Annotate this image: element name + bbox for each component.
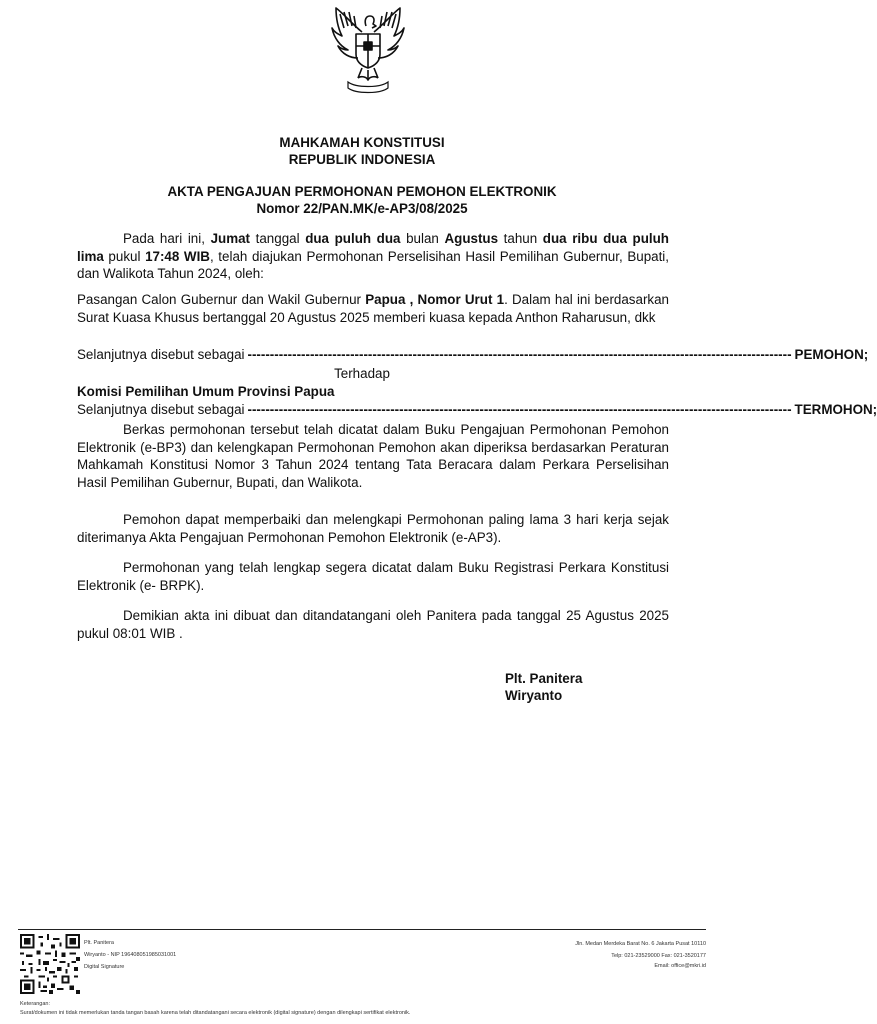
applicant-paragraph: Pasangan Calon Gubernur dan Wakil Gubernur Papua , Nomor Urut 1. Dalam hal ini berdasarkan Surat Kuasa Khusus bertanggal 20 Agustus 2025 memberi kuasa kepada Anthon Raharusun, dkk <box>77 292 669 325</box>
institution-country: REPUBLIK INDONESIA <box>288 152 436 167</box>
signer-meta-type: Digital Signature <box>84 964 125 970</box>
document-title: AKTA PENGAJUAN PERMOHONAN PEMOHON ELEKTRONIK <box>167 184 557 199</box>
dash-leader: -------------------------------------------------------------------------------------------------------------------------- <box>247 347 792 362</box>
footer-note-heading: Keterangan: <box>20 1001 50 1007</box>
closing-paragraph: Demikian akta ini dibuat dan ditandatangani oleh Panitera pada tanggal 25 Agustus 2025 pukul 08:01 WIB . <box>77 608 669 641</box>
institution-name: MAHKAMAH KONSTITUSI <box>279 135 445 150</box>
dash-leader: -------------------------------------------------------------------------------------------------------------------------- <box>247 402 792 417</box>
role-pemohon: PEMOHON; <box>794 347 869 362</box>
footer-note-text: Surat/dokumen ini tidak memerlukan tanda tangan basah karena telah ditandatangani secara elektronik (digital signature) dengan dilengkapi sertifikat elektronik. <box>20 1010 411 1016</box>
against-label: Terhadap <box>334 366 390 381</box>
respondent-designation: Selanjutnya disebut sebagai -------------------------------------------------------------------------------------------------------------------------- TERMOHON; <box>77 402 877 417</box>
applicant-designation: Selanjutnya disebut sebagai -------------------------------------------------------------------------------------------------------------------------- PEMOHON; <box>77 347 869 362</box>
respondent-name: Komisi Pemilihan Umum Provinsi Papua <box>77 384 335 399</box>
signer-role: Plt. Panitera <box>505 671 583 686</box>
signer-meta-role: Plt. Panitera <box>84 940 114 946</box>
document-number: Nomor 22/PAN.MK/e-AP3/08/2025 <box>256 201 468 216</box>
year-words: dua ribu dua puluh lima <box>77 231 669 264</box>
applicant-region: Papua , Nomor Urut 1 <box>365 292 505 307</box>
intro-paragraph: Pada hari ini, Jumat tanggal dua puluh dua bulan Agustus tahun dua ribu dua puluh lima pukul 17:48 WIB, telah diajukan Permohonan Perselisihan Hasil Pemilihan Gubernur, Bupati, dan Walikota Tahun 2024, oleh: <box>77 231 670 281</box>
signer-name: Wiryanto <box>505 688 563 703</box>
permohonan-paragraph: Permohonan yang telah lengkap segera dicatat dalam Buku Registrasi Perkara Konstitusi Elektronik (e- BRPK). <box>77 560 669 593</box>
footer-divider <box>18 929 706 930</box>
role-termohon: TERMOHON; <box>794 402 877 417</box>
berkas-paragraph: Berkas permohonan tersebut telah dicatat dalam Buku Pengajuan Permohonan Pemohon Elektronik (e-BP3) dan kelengkapan Permohonan Pemohon akan diperiksa berdasarkan Peraturan Mahkamah Konstitusi Nomor 3 Tahun 2024 tentang Tata Beracara dalam Perkara Perselisihan Hasil Pemilihan Gubernur, Bupati, dan Walikota. <box>77 422 669 490</box>
office-email: Email: office@mkri.id <box>654 963 706 969</box>
pemohon-paragraph: Pemohon dapat memperbaiki dan melengkapi Permohonan paling lama 3 hari kerja sejak diterimanya Akta Pengajuan Permohonan Pemohon Elektronik (e-AP3). <box>77 512 669 545</box>
office-phone: Telp: 021-23529000 Fax: 021-3520177 <box>611 953 706 959</box>
office-address: Jln. Medan Merdeka Barat No. 6 Jakarta Pusat 10110 <box>575 941 706 947</box>
signer-meta-id: Wiryanto - NIP 196408051985031001 <box>84 952 177 958</box>
date-words: dua puluh dua <box>305 231 401 246</box>
submission-time: 17:48 WIB <box>145 248 210 264</box>
month-name: Agustus <box>444 231 499 246</box>
day-name: Jumat <box>210 231 251 246</box>
qr-code-icon <box>20 934 80 994</box>
garuda-emblem-icon <box>322 4 414 96</box>
